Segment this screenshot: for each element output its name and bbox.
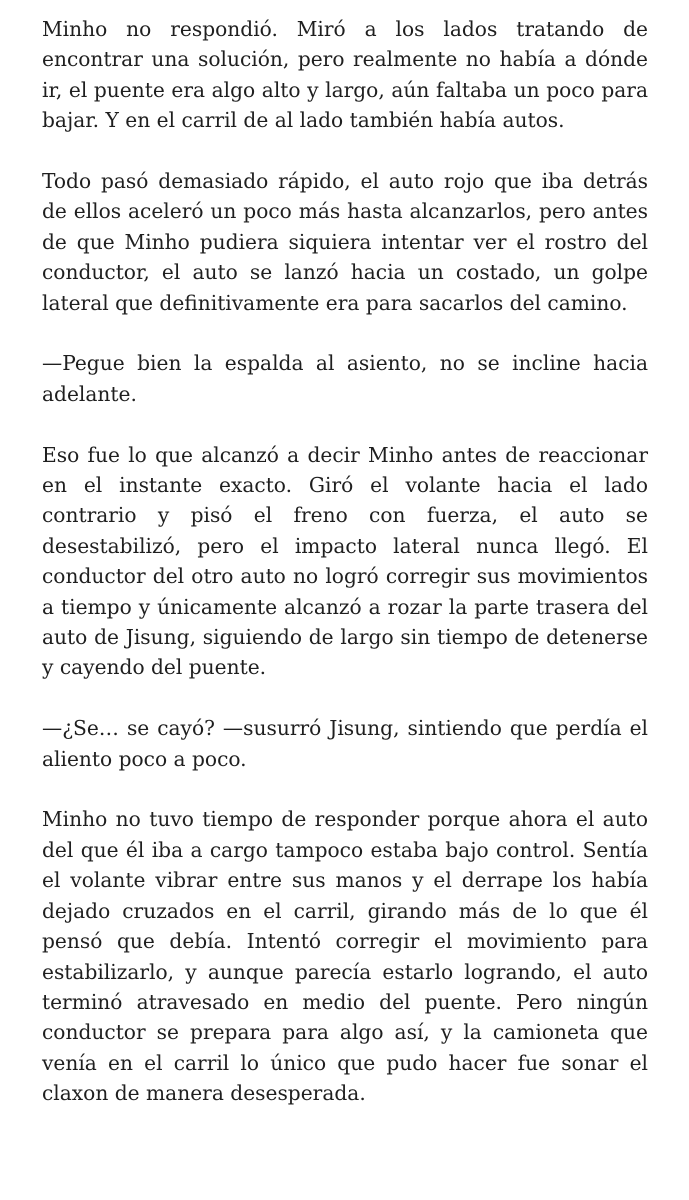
paragraph-4: Eso fue lo que alcanzó a decir Minho antes de reaccionar en el instante exacto. Giró el volante hacia el lado contrario y pisó el freno con fuerza, el auto se desestabilizó, pero el impacto lateral nunca llegó. El conductor del otro auto no logró corregir sus movimientos a tiempo y únicamente alcanzó a rozar la parte trasera del auto de Jisung, siguiendo de largo sin tiempo de detenerse y cayendo del puente.	[42, 442, 648, 680]
paragraph-1: Minho no respondió. Miró a los lados tratando de encontrar una solución, pero realmente no había a dónde ir, el puente era algo alto y largo, aún faltaba un poco para bajar. Y en el carril de al lado también había autos.	[42, 17, 648, 133]
paragraph-2: Todo pasó demasiado rápido, el auto rojo que iba detrás de ellos aceleró un poco más hasta alcanzarlos, pero antes de que Minho pudiera siquiera intentar ver el rostro del conductor, el auto se lanzó hacia un costado, un golpe lateral que definitivamente era para sacarlos del camino.	[42, 169, 648, 315]
paragraph-3-dialogue: —Pegue bien la espalda al asiento, no se incline hacia adelante.	[42, 351, 648, 406]
paragraph-6: Minho no tuvo tiempo de responder porque ahora el auto del que él iba a cargo tampoco estaba bajo control. Sentía el volante vibrar entre sus manos y el derrape los había dejado cruzados en el carril, girando más de lo que él pensó que debía. Intentó corregir el movimiento para estabilizarlo, y aunque parecía estarlo logrando, el auto terminó atravesado en medio del puente. Pero ningún conductor se prepara para algo así, y la camioneta que venía en el carril lo único que pudo hacer fue sonar el claxon de manera desesperada.	[42, 807, 648, 1106]
paragraph-5-dialogue: —¿Se… se cayó? —susurró Jisung, sintiendo que perdía el aliento poco a poco.	[42, 716, 648, 771]
document-body	[42, 14, 648, 1109]
